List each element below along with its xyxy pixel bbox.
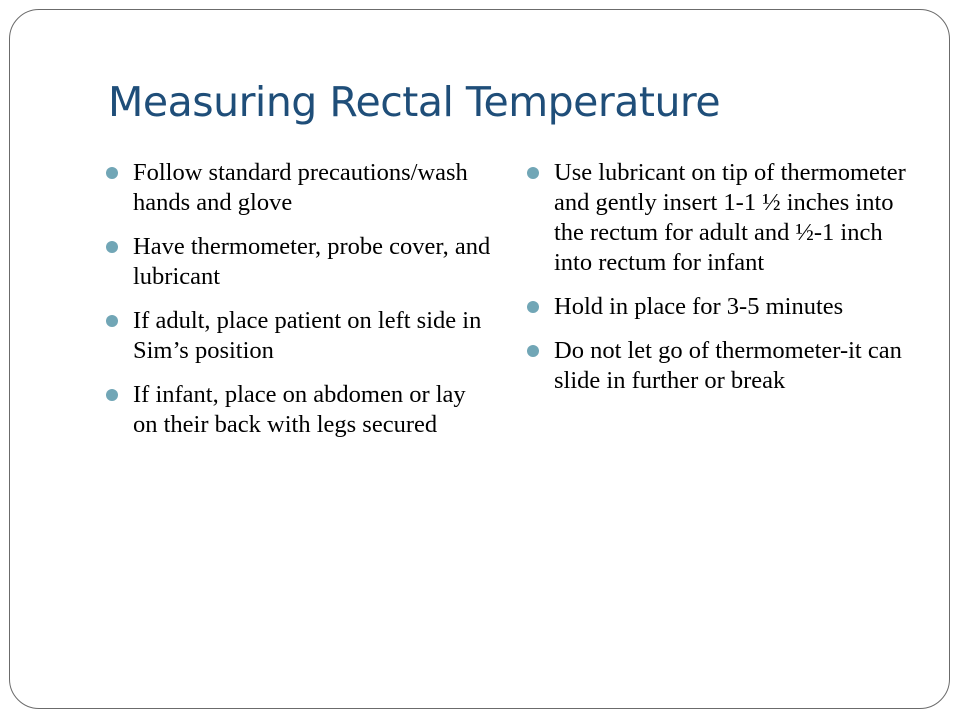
list-item bbox=[104, 306, 494, 366]
bullet-icon bbox=[106, 241, 118, 253]
bullet-icon bbox=[527, 345, 539, 357]
bullet-text: If adult, place patient on left side in Sim’s position bbox=[133, 307, 482, 364]
bullet-icon bbox=[527, 301, 539, 313]
list-item bbox=[525, 158, 915, 278]
slide-title: Measuring Rectal Temperature bbox=[108, 78, 721, 126]
bullet-icon bbox=[106, 389, 118, 401]
bullet-text: Use lubricant on tip of thermometer and gently insert 1-1 ½ inches into the rectum for adult and ½-1 inch into rectum for infant bbox=[554, 159, 906, 276]
bullet-text: Do not let go of thermometer-it can slide in further or break bbox=[554, 337, 902, 394]
bullet-icon bbox=[106, 315, 118, 327]
bullet-text: Hold in place for 3-5 minutes bbox=[554, 293, 844, 320]
bullet-icon bbox=[527, 167, 539, 179]
list-item bbox=[104, 232, 494, 292]
bullet-text: Follow standard precautions/wash hands and glove bbox=[133, 159, 468, 216]
list-item bbox=[525, 336, 915, 396]
list-item bbox=[525, 292, 915, 322]
bullet-text: Have thermometer, probe cover, and lubricant bbox=[133, 233, 491, 290]
list-item bbox=[104, 380, 494, 440]
left-bullet-list bbox=[104, 158, 494, 454]
bullet-text: If infant, place on abdomen or lay on their back with legs secured bbox=[133, 381, 466, 438]
bullet-icon bbox=[106, 167, 118, 179]
right-bullet-list bbox=[525, 158, 915, 410]
list-item bbox=[104, 158, 494, 218]
